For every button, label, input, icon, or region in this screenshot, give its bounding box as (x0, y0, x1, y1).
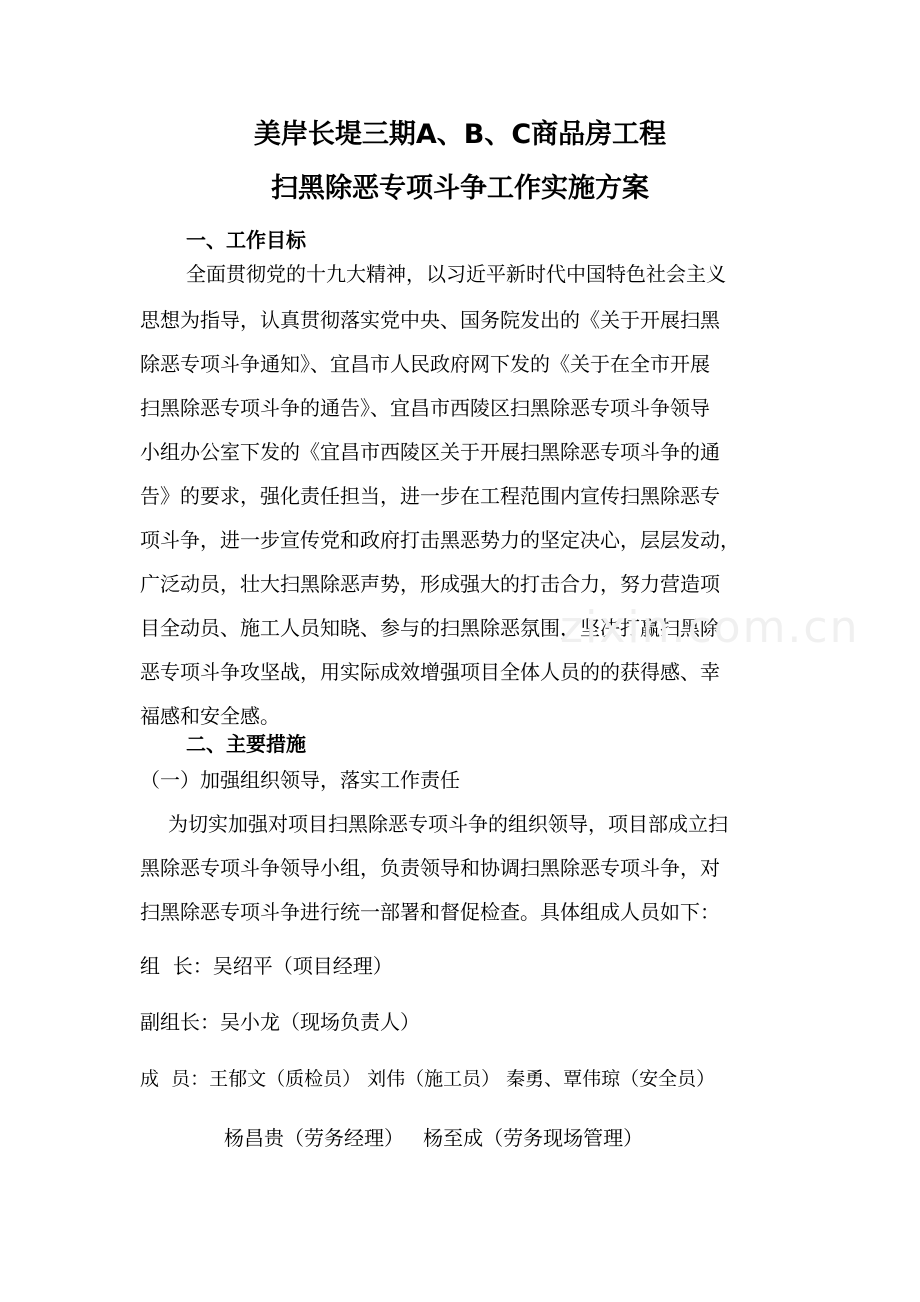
section2-paragraph-line: 扫黑除恶专项斗争进行统一部署和督促检查。具体组成人员如下： (140, 900, 720, 924)
section1-line: 小组办公室下发的《宜昌市西陵区关于开展扫黑除恶专项斗争的通 (140, 440, 720, 464)
section2-subheading: （一）加强组织领导，落实工作责任 (140, 768, 460, 792)
members-line-2: 杨昌贵（劳务经理） 杨至成（劳务现场管理） (224, 1126, 644, 1150)
section1-line: 扫黑除恶专项斗争的通告》、宜昌市西陵区扫黑除恶专项斗争领导 (140, 396, 710, 420)
section1-line: 全面贯彻党的十九大精神，以习近平新时代中国特色社会主义 (186, 262, 726, 286)
section1-line: 恶专项斗争攻坚战，用实际成效增强项目全体人员的的获得感、幸 (140, 660, 720, 684)
section1-heading: 一、工作目标 (186, 228, 306, 252)
document-title-line2: 扫黑除恶专项斗争工作实施方案 (271, 173, 649, 204)
section1-line: 告》的要求，强化责任担当，进一步在工程范围内宣传扫黑除恶专 (140, 484, 720, 508)
deputy-leader-line: 副组长：吴小龙（现场负责人） (140, 1010, 420, 1034)
section2-paragraph-line: 为切实加强对项目扫黑除恶专项斗争的组织领导，项目部成立扫 (168, 812, 728, 836)
members-line-1: 成 员：王郁文（质检员） 刘伟（施工员） 秦勇、覃伟琼（安全员） (140, 1068, 716, 1090)
section1-line: 广泛动员，壮大扫黑除恶声势，形成强大的打击合力，努力营造项 (140, 572, 720, 596)
section1-line: 福感和安全感。 (140, 704, 280, 728)
section2-heading: 二、主要措施 (186, 732, 306, 756)
watermark-text: zixin.com.cn (560, 602, 860, 653)
group-leader-line: 组 长：吴绍平（项目经理） (140, 954, 393, 978)
section1-line: 目全动员、施工人员知晓、参与的扫黑除恶氛围，坚决打赢扫黑除 (140, 616, 720, 640)
section1-line: 除恶专项斗争通知》、宜昌市人民政府网下发的《关于在全市开展 (140, 352, 710, 376)
section1-line: 项斗争，进一步宣传党和政府打击黑恶势力的坚定决心，层层发动， (140, 528, 740, 552)
section1-line: 思想为指导，认真贯彻落实党中央、国务院发出的《关于开展扫黑 (140, 308, 720, 332)
section2-paragraph-line: 黑除恶专项斗争领导小组，负责领导和协调扫黑除恶专项斗争，对 (140, 856, 720, 880)
document-title-line1: 美岸长堤三期A、B、C商品房工程 (253, 119, 667, 150)
